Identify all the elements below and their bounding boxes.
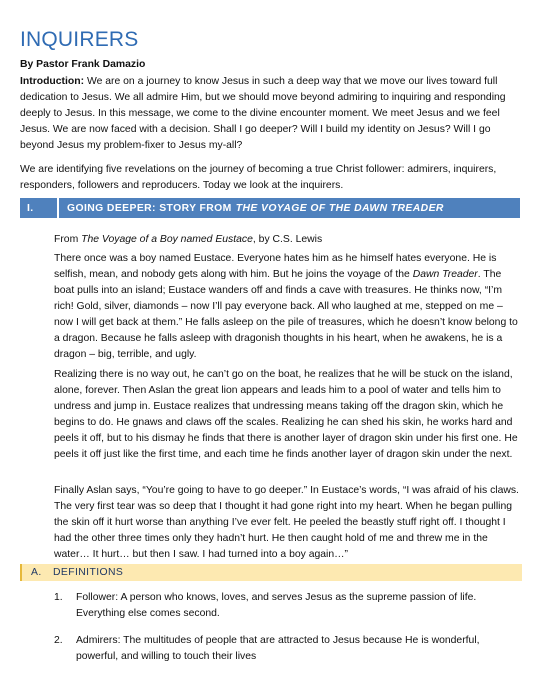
story-p1-part-b: . The boat pulls into an island; Eustace wanders off and finds a cave with treasures. He thinks now, “I’m rich! Gold, silver, diamonds – now I’ll pay everyone back. All who laughed at me, stepped on me – now I will get back at them.” He falls asleep on the pile of treasures, which he doesn’t know belong to a dragon. Because he falls asleep with dragonish thoughts in his heart, when he awakens, he is a dragon – big, terrible, and ugly. [54,269,518,360]
page-title: INQUIRERS [20,28,139,51]
source-author: , by C.S. Lewis [252,234,323,245]
section-header-going-deeper [20,198,520,218]
list-item-text: Follower: A person who knows, loves, and serves Jesus as the supreme passion of life. Everything else comes second. [76,592,477,619]
source-prefix: From [54,234,82,245]
section-title-italic: THE VOYAGE OF THE DAWN TREADER [235,202,444,214]
intro-paragraph [20,74,518,154]
story-paragraph-1 [54,251,520,363]
list-item [54,590,524,622]
story-p1-ship-name: Dawn Treader [412,269,478,280]
list-item-text: Admirers: The multitudes of people that are attracted to Jesus because He is wonderful, powerful, and willing to touch their lives [76,635,480,662]
source-book-title: The Voyage of a Boy named Eustace [81,234,253,245]
subsection-title: DEFINITIONS [53,567,124,578]
subsection-header-definitions [20,564,522,581]
intro-label: Introduction: [20,76,85,87]
list-item [54,633,524,665]
story-p1-part-a: There once was a boy named Eustace. Everyone hates him as he himself hates everyone. He is selfish, mean, and nobody gets along with him. But he joins the voyage of the [54,253,497,280]
story-paragraph-3: Finally Aslan says, “You’re going to have to go deeper.” In Eustace’s words, “I was afraid of his claws. The very first tear was so deep that I thought it had gone right into my heart. When he began pulling the skin off it hurt worse than anything I’ve ever felt. He peeled the beastly stuff right off. I thought I had the other three times only they hadn’t hurt. He then caught hold of me and threw me in the water… It hurt… but then I saw. I had turned into a boy again…” [54,485,519,560]
revelations-paragraph: We are identifying five revelations on the journey of becoming a true Christ follower: admirers, inquirers, responders, followers and reproducers. Today we look at the inquirers. [20,164,497,191]
section-divider [57,198,59,218]
list-item-number: 2. [54,635,63,646]
story-paragraph-2: Realizing there is no way out, he can’t go on the boat, he realizes that he will be stuck on the island, alone, forever. Then Aslan the great lion appears and leads him to a pool of water and tells him to undress and jump in. Eustace realizes that undressing means taking off the dragon skin, which he begins to do. He gnaws and claws off the scales. Realizing he can shed his skin, he works hard and peels it off, but to his dismay he finds that there is another layer of dragon skin under his first one. He peels it off just like the first time, and each time he finds another layer of dragon skin under the next. [54,369,518,460]
story-source [54,234,322,245]
list-item-number: 1. [54,592,63,603]
subsection-number: A. [31,567,42,578]
section-title: GOING DEEPER: STORY FROM [67,202,232,214]
byline: By Pastor Frank Damazio [20,59,146,70]
section-number: I. [27,202,34,214]
definitions-list [54,590,524,676]
intro-text: We are on a journey to know Jesus in such a deep way that we move our lives toward full dedication to Jesus. We all admire Him, but we should move beyond admiring to inquiring and responding deeply to Jesus. In this message, we come to the divine encounter moment. We meet Jesus and we feel Jesus. We are now faced with a decision. Shall I go deeper? Will I build my identity on Jesus? Will I go beyond Jesus my problem-fixer to Jesus my-all? [20,76,506,151]
